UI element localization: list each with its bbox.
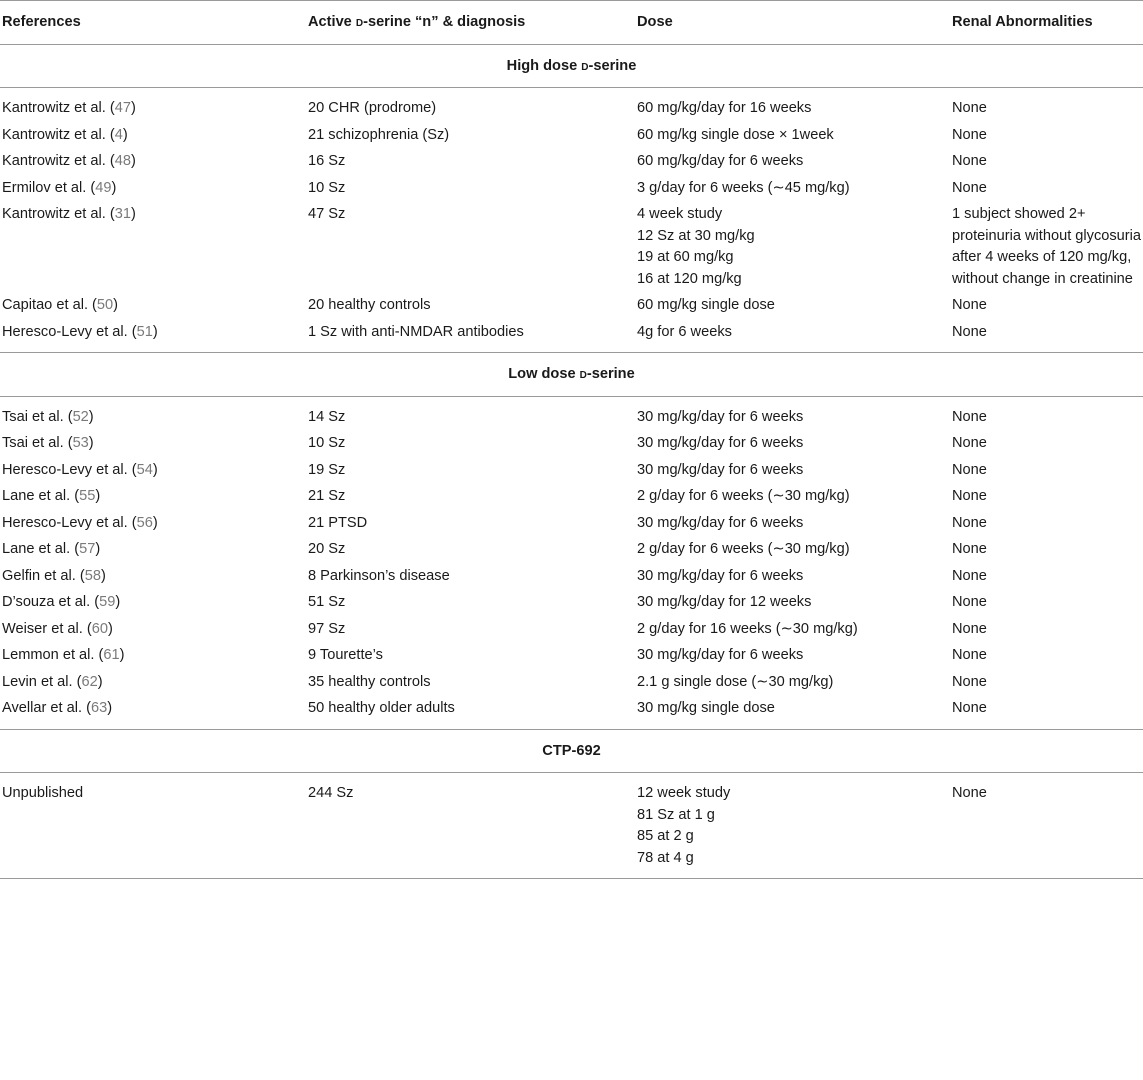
section-title: CTP-692 bbox=[0, 729, 1143, 773]
dose-cell bbox=[633, 396, 948, 431]
n-diagnosis-cell: 20 healthy controls bbox=[308, 297, 431, 313]
table-row bbox=[0, 564, 1143, 591]
renal-cell: None bbox=[952, 297, 987, 313]
dose-cell bbox=[633, 511, 948, 538]
section-title: Low dose d-serine bbox=[0, 353, 1143, 397]
citation-link[interactable]: 56 bbox=[136, 514, 153, 531]
table-row bbox=[0, 590, 1143, 617]
n-diagnosis-cell: 21 PTSD bbox=[308, 514, 368, 531]
dose-cell bbox=[633, 88, 948, 123]
n-diagnosis-cell: 20 CHR (prodrome) bbox=[308, 100, 437, 116]
renal-cell: None bbox=[952, 153, 987, 169]
dose-cell bbox=[633, 293, 948, 320]
n-diagnosis-cell: 50 healthy older adults bbox=[308, 700, 455, 716]
renal-cell: None bbox=[952, 541, 987, 557]
reference-cell: Tsai et al. (52) bbox=[2, 408, 94, 425]
small-caps-d: d bbox=[579, 366, 587, 382]
n-diagnosis-cell: 47 Sz bbox=[308, 206, 346, 222]
renal-cell: None bbox=[948, 773, 1143, 879]
dose-line: 4g for 6 weeks bbox=[637, 323, 732, 340]
dose-line: 16 at 120 mg/kg bbox=[637, 270, 742, 287]
dose-cell bbox=[633, 149, 948, 176]
n-diagnosis-cell: 97 Sz bbox=[308, 620, 346, 637]
reference-cell: Kantrowitz et al. (47) bbox=[2, 100, 136, 116]
n-diagnosis-cell: 35 healthy controls bbox=[308, 673, 431, 690]
reference-cell: Ermilov et al. (49) bbox=[2, 179, 117, 196]
table-row bbox=[0, 88, 1143, 123]
dose-cell bbox=[633, 773, 948, 879]
citation-link[interactable]: 53 bbox=[72, 435, 89, 451]
dose-cell bbox=[633, 320, 948, 353]
renal-cell: None bbox=[952, 488, 987, 504]
renal-cell: None bbox=[952, 179, 987, 196]
citation-link[interactable]: 50 bbox=[96, 297, 114, 313]
citation-link[interactable]: 58 bbox=[84, 567, 101, 584]
n-diagnosis-cell: 20 Sz bbox=[308, 541, 346, 557]
section-heading-row bbox=[0, 44, 1143, 88]
dose-cell bbox=[633, 431, 948, 458]
n-diagnosis-cell: 21 schizophrenia (Sz) bbox=[308, 126, 450, 143]
dose-line: 2 g/day for 6 weeks (∼30 mg/kg) bbox=[637, 541, 850, 557]
renal-cell: None bbox=[952, 567, 987, 584]
n-diagnosis-cell: 10 Sz bbox=[308, 179, 346, 196]
dose-line: 12 Sz at 30 mg/kg bbox=[637, 227, 755, 244]
small-caps-d: d bbox=[355, 14, 364, 30]
dose-cell bbox=[633, 123, 948, 150]
dose-line: 19 at 60 mg/kg bbox=[637, 249, 734, 265]
dose-line: 30 mg/kg/day for 6 weeks bbox=[637, 408, 804, 425]
table-row bbox=[0, 149, 1143, 176]
citation-link[interactable]: 60 bbox=[91, 620, 108, 637]
header-row bbox=[0, 1, 1143, 45]
citation-link[interactable]: 57 bbox=[79, 541, 96, 557]
citation-link[interactable]: 49 bbox=[95, 179, 112, 196]
dose-line: 30 mg/kg single dose bbox=[637, 700, 775, 716]
n-diagnosis-cell: 10 Sz bbox=[308, 435, 346, 451]
table-row bbox=[0, 431, 1143, 458]
table-row bbox=[0, 123, 1143, 150]
table-row bbox=[0, 617, 1143, 644]
reference-cell: Unpublished bbox=[0, 773, 304, 879]
dose-cell bbox=[633, 484, 948, 511]
citation-link[interactable]: 61 bbox=[103, 647, 120, 663]
renal-cell: None bbox=[952, 323, 987, 340]
table-row bbox=[0, 670, 1143, 697]
n-diagnosis-cell: 8 Parkinson’s disease bbox=[308, 567, 450, 584]
renal-cell: None bbox=[952, 700, 987, 716]
reference-cell: Lemmon et al. (61) bbox=[2, 647, 125, 663]
reference-cell: D’souza et al. (59) bbox=[2, 594, 121, 610]
renal-cell: None bbox=[952, 461, 987, 478]
dose-cell bbox=[633, 643, 948, 670]
dose-cell bbox=[633, 670, 948, 697]
dose-cell bbox=[633, 617, 948, 644]
citation-link[interactable]: 63 bbox=[90, 700, 108, 716]
header-active-n-diagnosis: Active d-serine “n” & diagnosis bbox=[304, 1, 633, 45]
dose-line: 4 week study bbox=[637, 206, 723, 222]
dose-line: 30 mg/kg/day for 6 weeks bbox=[637, 461, 804, 478]
renal-cell: None bbox=[952, 126, 987, 143]
citation-link[interactable]: 51 bbox=[136, 323, 153, 340]
section-group bbox=[0, 729, 1143, 879]
table-row bbox=[0, 773, 1143, 879]
dose-cell bbox=[633, 458, 948, 485]
table-row bbox=[0, 293, 1143, 320]
reference-cell: Levin et al. (62) bbox=[2, 673, 103, 690]
dose-cell bbox=[633, 564, 948, 591]
reference-cell: Kantrowitz et al. (48) bbox=[2, 153, 136, 169]
dose-line: 30 mg/kg/day for 12 weeks bbox=[637, 594, 812, 610]
section-heading-row bbox=[0, 353, 1143, 397]
reference-cell: Weiser et al. (60) bbox=[2, 620, 113, 637]
citation-link[interactable]: 55 bbox=[79, 488, 96, 504]
n-diagnosis-cell: 244 Sz bbox=[304, 773, 633, 879]
table-row bbox=[0, 320, 1143, 353]
n-diagnosis-cell: 21 Sz bbox=[308, 488, 346, 504]
renal-cell: 1 subject showed 2+ proteinuria without glycosuria after 4 weeks of 120 mg/kg, without change in creatinine bbox=[952, 206, 1142, 287]
table-row bbox=[0, 458, 1143, 485]
n-diagnosis-cell: 1 Sz with anti-NMDAR antibodies bbox=[308, 323, 524, 340]
dose-line: 60 mg/kg single dose bbox=[637, 297, 775, 313]
citation-link[interactable]: 52 bbox=[72, 408, 89, 425]
renal-cell: None bbox=[952, 673, 987, 690]
dose-line: 81 Sz at 1 g bbox=[637, 806, 715, 823]
section-title: High dose d-serine bbox=[0, 44, 1143, 88]
reference-cell: Lane et al. (57) bbox=[2, 541, 101, 557]
dose-line: 30 mg/kg/day for 6 weeks bbox=[637, 514, 804, 531]
reference-cell: Kantrowitz et al. (4) bbox=[2, 126, 128, 143]
citation-link[interactable]: 62 bbox=[81, 673, 98, 690]
citation-link[interactable]: 4 bbox=[114, 126, 123, 143]
dose-line: 30 mg/kg/day for 6 weeks bbox=[637, 567, 804, 584]
table-row bbox=[0, 202, 1143, 293]
reference-cell: Heresco-Levy et al. (56) bbox=[2, 514, 158, 531]
renal-cell: None bbox=[952, 435, 987, 451]
dose-line: 60 mg/kg single dose × 1week bbox=[637, 126, 834, 143]
renal-cell: None bbox=[952, 647, 987, 663]
reference-cell: Heresco-Levy et al. (51) bbox=[2, 323, 158, 340]
dose-line: 30 mg/kg/day for 6 weeks bbox=[637, 435, 804, 451]
dose-cell bbox=[633, 202, 948, 293]
reference-cell: Gelfin et al. (58) bbox=[2, 567, 106, 584]
dose-line: 30 mg/kg/day for 6 weeks bbox=[637, 647, 804, 663]
renal-cell: None bbox=[952, 594, 987, 610]
renal-cell: None bbox=[952, 514, 987, 531]
table-row bbox=[0, 484, 1143, 511]
dose-line: 2.1 g single dose (∼30 mg/kg) bbox=[637, 673, 834, 690]
dose-line: 60 mg/kg/day for 16 weeks bbox=[637, 100, 812, 116]
section-group bbox=[0, 44, 1143, 353]
dose-line: 2 g/day for 6 weeks (∼30 mg/kg) bbox=[637, 488, 850, 504]
renal-cell: None bbox=[952, 100, 987, 116]
n-diagnosis-cell: 19 Sz bbox=[308, 461, 346, 478]
dose-line: 3 g/day for 6 weeks (∼45 mg/kg) bbox=[637, 179, 850, 196]
reference-cell: Tsai et al. (53) bbox=[2, 435, 94, 451]
dose-line: 60 mg/kg/day for 6 weeks bbox=[637, 153, 804, 169]
renal-cell: None bbox=[952, 408, 987, 425]
small-caps-d: d bbox=[581, 57, 589, 74]
dose-line: 2 g/day for 16 weeks (∼30 mg/kg) bbox=[637, 620, 858, 637]
n-diagnosis-cell: 51 Sz bbox=[308, 594, 346, 610]
dose-line: 85 at 2 g bbox=[637, 828, 694, 844]
table-row bbox=[0, 696, 1143, 729]
dose-cell bbox=[633, 176, 948, 203]
table-row bbox=[0, 511, 1143, 538]
n-diagnosis-cell: 9 Tourette’s bbox=[308, 647, 383, 663]
table-row bbox=[0, 396, 1143, 431]
header-references: References bbox=[0, 1, 304, 45]
n-diagnosis-cell: 14 Sz bbox=[308, 408, 346, 425]
table-row bbox=[0, 176, 1143, 203]
dose-cell bbox=[633, 590, 948, 617]
reference-cell: Heresco-Levy et al. (54) bbox=[2, 461, 158, 478]
citation-link[interactable]: 48 bbox=[114, 153, 131, 169]
header-renal-abnormalities: Renal Abnormalities bbox=[948, 1, 1143, 45]
section-group bbox=[0, 353, 1143, 730]
reference-cell: Avellar et al. (63) bbox=[2, 700, 113, 716]
citation-link[interactable]: 54 bbox=[136, 461, 153, 478]
citation-link[interactable]: 31 bbox=[114, 206, 131, 222]
table-row bbox=[0, 643, 1143, 670]
reference-cell: Lane et al. (55) bbox=[2, 488, 101, 504]
section-heading-row bbox=[0, 729, 1143, 773]
dose-line: 78 at 4 g bbox=[637, 849, 694, 866]
header-dose: Dose bbox=[633, 1, 948, 45]
citation-link[interactable]: 47 bbox=[114, 100, 131, 116]
reference-cell: Kantrowitz et al. (31) bbox=[2, 206, 136, 222]
reference-cell: Capitao et al. (50) bbox=[2, 297, 119, 313]
dose-line: 12 week study bbox=[637, 785, 731, 801]
citation-link[interactable]: 59 bbox=[99, 594, 116, 610]
table-row bbox=[0, 537, 1143, 564]
n-diagnosis-cell: 16 Sz bbox=[308, 153, 346, 169]
renal-cell: None bbox=[952, 620, 987, 637]
dose-cell bbox=[633, 696, 948, 729]
dose-cell bbox=[633, 537, 948, 564]
